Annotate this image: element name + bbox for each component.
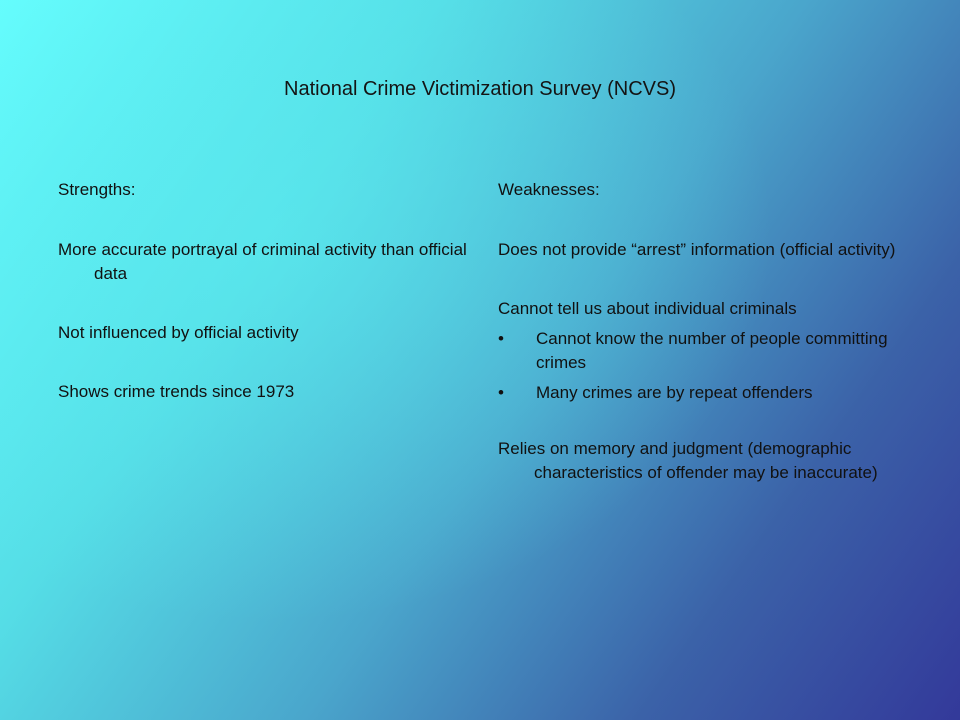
weakness-item: Cannot tell us about individual criminals (498, 299, 797, 318)
weakness-item: Relies on memory and judgment (demographic characteristics of offender may be inaccurate) (498, 439, 878, 482)
weakness-subitem-text: Many crimes are by repeat offenders (536, 383, 813, 402)
slide-title: National Crime Victimization Survey (NCVS) (284, 78, 676, 100)
strength-item: More accurate portrayal of criminal activity than official data (58, 240, 467, 283)
weaknesses-heading: Weaknesses: (498, 180, 600, 199)
strengths-heading: Strengths: (58, 180, 136, 199)
weakness-item: Does not provide “arrest” information (official activity) (498, 240, 896, 259)
strength-item: Not influenced by official activity (58, 323, 299, 342)
strength-item: Shows crime trends since 1973 (58, 382, 295, 401)
strengths-column (58, 178, 468, 439)
weakness-subitem-text: Cannot know the number of people committing crimes (536, 329, 888, 372)
bullet-icon: • (498, 383, 504, 402)
weakness-subitem (498, 327, 918, 375)
weaknesses-column (498, 178, 918, 520)
weakness-subitem (498, 381, 918, 405)
bullet-icon: • (498, 329, 504, 348)
